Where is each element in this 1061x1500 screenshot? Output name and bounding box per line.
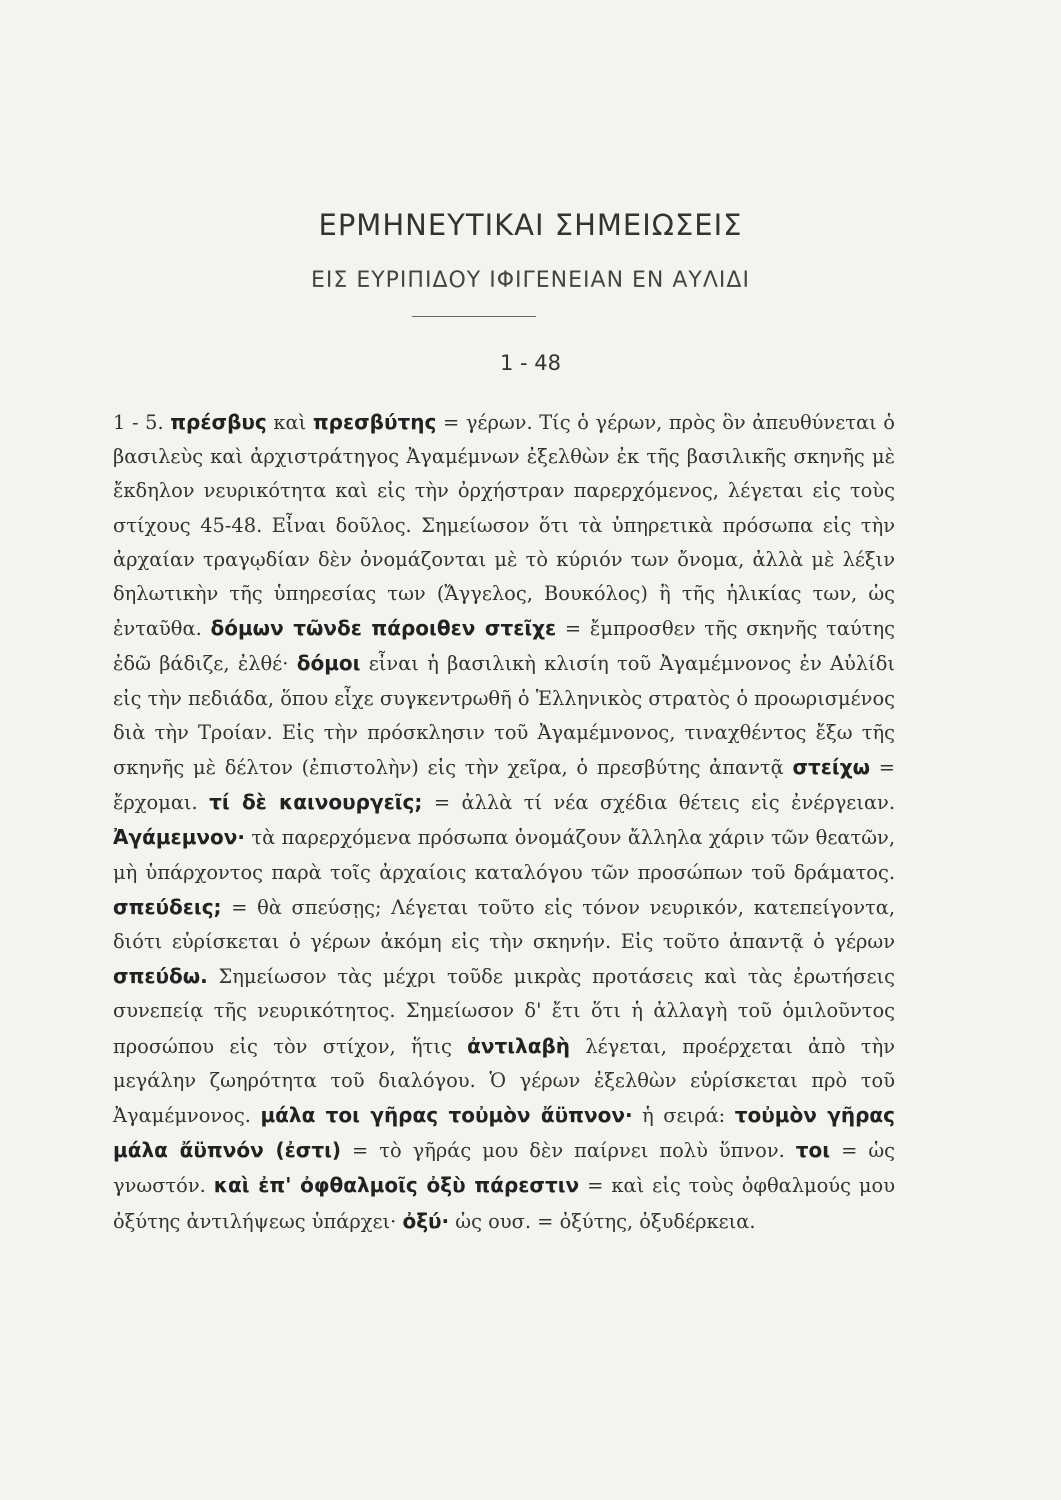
text-run: τὰ παρερχόμενα πρόσωπα ὀνομάζουν ἄλληλα χάριν τῶν θεατῶν, μὴ ὑπάρχοντος παρὰ τοῖς ἀρχαίοις καταλόγου τῶν προσώπων τοῦ δράματος. bbox=[113, 826, 895, 884]
text-run: = ἔρχομαι. bbox=[113, 756, 895, 815]
lemma: ὀξύ· bbox=[402, 1208, 450, 1233]
page-subtitle: ΕΙΣ ΕΥΡΙΠΙΔΟΥ ΙΦΙΓΕΝΕΙΑΝ ΕΝ ΑΥΛΙΔΙ bbox=[311, 268, 750, 293]
lemma: πρέσβυς bbox=[170, 410, 267, 434]
text-run: ὡς ουσ. = ὀξύτης, ὀξυδέρκεια. bbox=[449, 1209, 756, 1233]
title-divider bbox=[412, 316, 536, 317]
text-run: Σημείωσον τὰς μέχρι τοῦδε μικρὰς προτάσεις καὶ τὰς ἐρωτήσεις συνεπείᾳ τῆς νευρικότητος. Σημείωσον δ' ἔτι ὅτι ἡ ἀλλαγὴ τοῦ ὁμιλοῦντος προσώπου εἰς τὸν στίχον, ἥτις bbox=[113, 965, 895, 1058]
lemma: Ἀγάμεμνον· bbox=[113, 825, 245, 850]
text-run: = ὡς γνωστόν. bbox=[113, 1139, 895, 1198]
text-run: = ἔμπροσθεν τῆς σκηνῆς ταύτης ἐδῶ βάδιζε, ἐλθέ· bbox=[113, 617, 895, 676]
page-title: ΕΡΜΗΝΕΥΤΙΚΑΙ ΣΗΜΕΙΩΣΕΙΣ bbox=[318, 208, 743, 242]
section-heading: 1 - 48 bbox=[499, 351, 561, 375]
lemma: στείχω bbox=[792, 755, 871, 780]
text-run: λέγεται, προέρχεται ἀπὸ τὴν μεγάλην ζωηρότητα τοῦ διαλόγου. Ὁ γέρων ἐξελθὼν εὑρίσκεται πρὸ τοῦ Ἀγαμέμνονος. bbox=[113, 1034, 895, 1128]
lemma: ἀντιλαβὴ bbox=[467, 1033, 571, 1058]
lemma: μάλα τοι γῆρας τοὐμὸν ἄϋπνον· bbox=[260, 1103, 633, 1128]
lemma: σπεύδω. bbox=[113, 964, 208, 989]
text-run: εἶναι ἡ βασιλικὴ κλισίη τοῦ Ἀγαμέμνονος ἐν Αὐλίδι εἰς τὴν πεδιάδα, ὅπου εἶχε συγκεντρωθῆ ὁ Ἑλληνικὸς στρατὸς ὁ προωρισμένος διὰ τὴν Τροίαν. Εἰς τὴν πρόσκλησιν τοῦ Ἀγαμέμνονος, τιναχθέντος ἔξω τῆς σκηνῆς μὲ δέλτον (ἐπιστολὴν) εἰς τὴν χεῖρα, ὁ πρεσβύτης ἀπαντᾷ bbox=[113, 652, 895, 780]
text-run: = θὰ σπεύσῃς; Λέγεται τοῦτο εἰς τόνον νευρικόν, κατεπείγοντα, διότι εὑρίσκεται ὁ γέρων ἀκόμη εἰς τὴν σκηνήν. Εἰς τοῦτο ἀπαντᾷ ὁ γέρων bbox=[113, 895, 895, 954]
text-run: 1 - 5. bbox=[113, 411, 171, 434]
lemma: δόμων τῶνδε πάροιθεν στεῖχε bbox=[210, 616, 557, 641]
text-run: = τὸ γῆράς μου δὲν παίρνει πολὺ ὕπνον. bbox=[341, 1139, 796, 1163]
lemma: τοὐμὸν γῆρας μάλα ἄϋπνόν (ἐστι) bbox=[113, 1103, 896, 1163]
lemma: δόμοι bbox=[296, 651, 361, 676]
lemma: σπεύδεις; bbox=[113, 894, 222, 919]
lemma: τοι bbox=[795, 1138, 831, 1163]
commentary-body bbox=[113, 405, 895, 1239]
text-run: = ἀλλὰ τί νέα σχέδια θέτεις εἰς ἐνέργειαν. bbox=[422, 791, 896, 815]
lemma: καὶ ἐπ' ὀφθαλμοῖς ὀξὺ πάρεστιν bbox=[213, 1173, 580, 1198]
text-run: = καὶ εἰς τοὺς ὀφθαλμούς μου ὀξύτης ἀντιλήψεως ὑπάρχει· bbox=[113, 1174, 895, 1233]
commentary-paragraph bbox=[113, 405, 895, 1239]
lemma: πρεσβύτης bbox=[312, 410, 437, 434]
text-run: = γέρων. Τίς ὁ γέρων, πρὸς ὃν ἀπευθύνεται ὁ βασιλεὺς καὶ ἀρχιστράτηγος Ἀγαμέμνων ἐξελθὼν ἐκ τῆς βασιλικῆς σκηνῆς μὲ ἔκδηλον νευρικότητα καὶ εἰς τὴν ὀρχήστραν παρερχόμενος, λέγεται εἰς τοὺς στίχους 45-48. Εἶναι δοῦλος. Σημείωσον ὅτι τὰ ὑπηρετικὰ πρόσωπα εἰς τὴν ἀρχαίαν τραγῳδίαν δὲν ὀνομάζονται μὲ τὸ κύριόν των ὄνομα, ἀλλὰ μὲ λέξιν δηλωτικὴν τῆς ὑπηρεσίας των (Ἄγγελος, Βουκόλος) ἢ τῆς ἡλικίας των, ὡς ἐνταῦθα. bbox=[113, 411, 895, 641]
text-run: καὶ bbox=[266, 411, 313, 434]
lemma: τί δὲ καινουργεῖς; bbox=[209, 790, 423, 815]
text-run: ἡ σειρά: bbox=[632, 1104, 735, 1128]
